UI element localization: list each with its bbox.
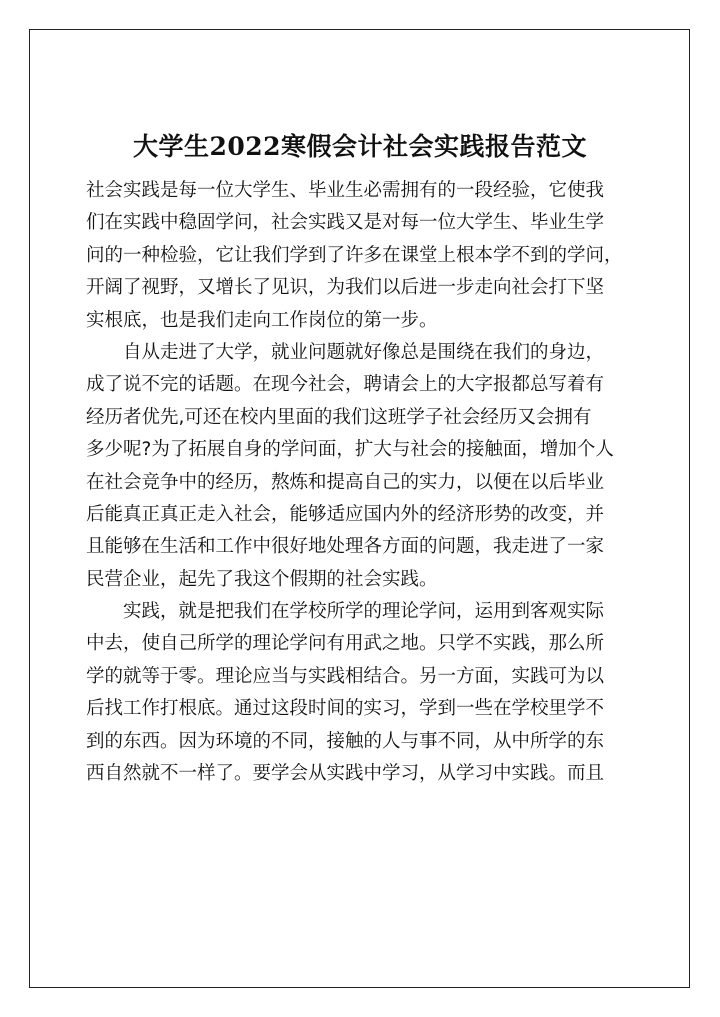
- text-line: 自从走进了大学，就业问题就好像总是围绕在我们的身边，: [123, 341, 605, 363]
- text-line: 且能够在生活和工作中很好地处理各方面的问题，我走进了一家: [86, 536, 605, 558]
- text-line: 后能真正真正走入社会，能够适应国内外的经济形势的改变，并: [86, 503, 605, 525]
- paragraph-3: [86, 596, 646, 790]
- text-line: 成了说不完的话题。在现今社会，聘请会上的大字报都总写着有: [86, 374, 605, 396]
- text-line: 经历者优先,可还在校内里面的我们这班学子社会经历又会拥有: [86, 406, 592, 428]
- text-line: 后找工作打根底。通过这段时间的实习，学到一些在学校里学不: [86, 698, 605, 720]
- text-line: 问的一种检验，它让我们学到了许多在课堂上根本学不到的学问，: [86, 244, 623, 266]
- text-line: 民营企业，起先了我这个假期的社会实践。: [86, 568, 438, 590]
- text-line: 多少呢?为了拓展自身的学问面，扩大与社会的接触面，增加个人: [86, 439, 614, 461]
- text-line: 到的东西。因为环境的不同，接触的人与事不同，从中所学的东: [86, 730, 605, 752]
- text-line: 中去，使自己所学的理论学问有用武之地。只学不实践，那么所: [86, 633, 605, 655]
- text-line: 西自然就不一样了。要学会从实践中学习，从学习中实践。而且: [86, 763, 605, 785]
- text-line: 在社会竞争中的经历，熬炼和提高自己的实力，以便在以后毕业: [86, 471, 605, 493]
- paragraph-1: [86, 175, 646, 337]
- document-title: 大学生2022寒假会计社会实践报告范文: [132, 131, 588, 161]
- document-body: [86, 175, 646, 790]
- paragraph-2: [86, 337, 646, 596]
- text-line: 们在实践中稳固学问，社会实践又是对每一位大学生、毕业生学: [86, 212, 605, 234]
- text-line: 实践，就是把我们在学校所学的理论学问，运用到客观实际: [123, 601, 605, 623]
- text-line: 社会实践是每一位大学生、毕业生必需拥有的一段经验，它使我: [86, 180, 605, 201]
- text-line: 实根底，也是我们走向工作岗位的第一步。: [86, 309, 438, 331]
- text-line: 学的就等于零。理论应当与实践相结合。另一方面，实践可为以: [86, 665, 605, 687]
- text-line: 开阔了视野，又增长了见识，为我们以后进一步走向社会打下坚: [86, 277, 605, 299]
